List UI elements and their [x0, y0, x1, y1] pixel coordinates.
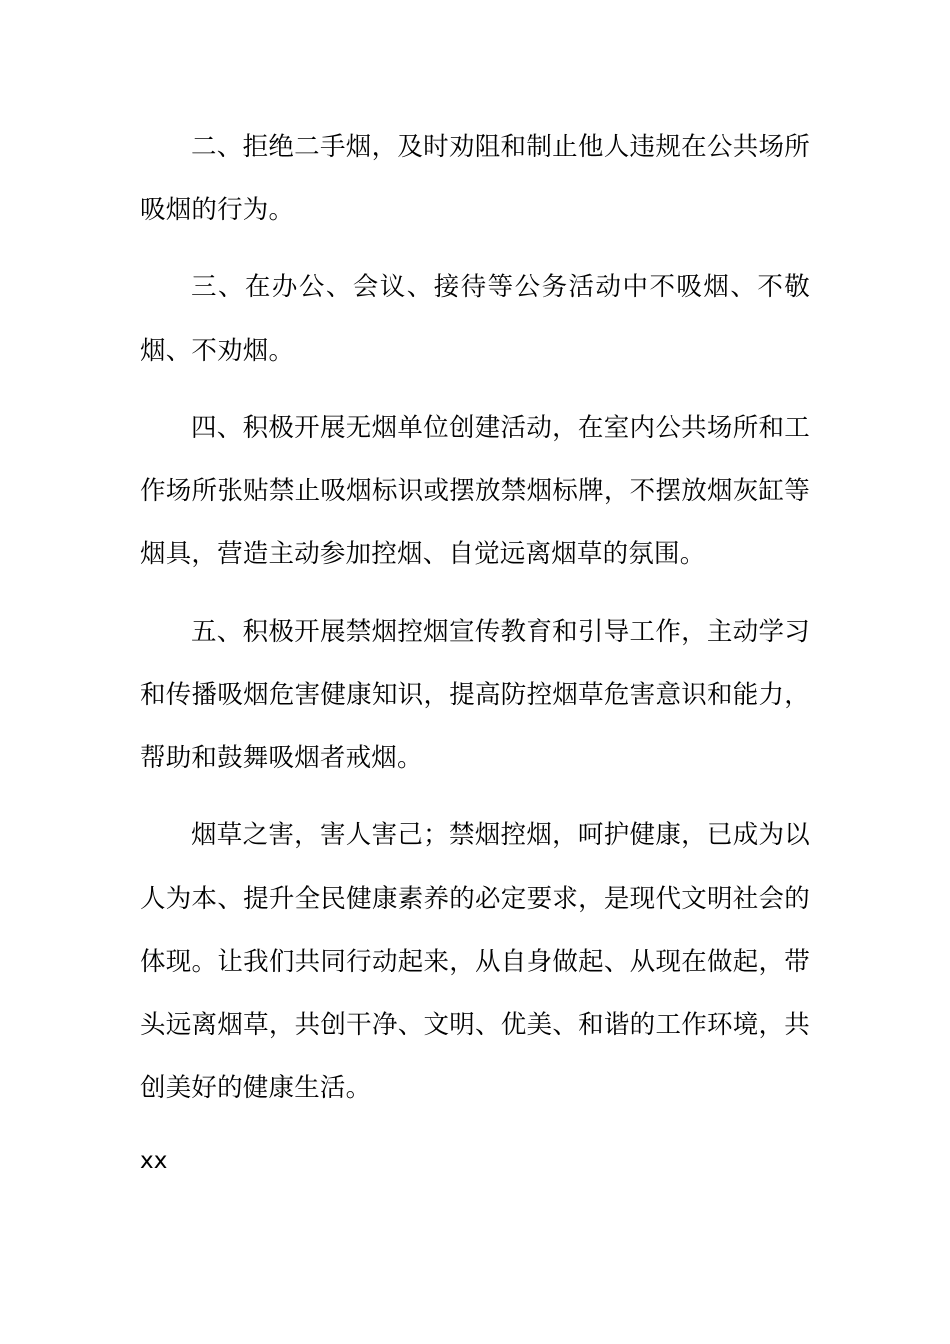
paragraph-item: 五、积极开展禁烟控烟宣传教育和引导工作，主动学习和传播吸烟危害健康知识，提高防控烟草危害意识和能力，帮助和鼓舞吸烟者戒烟。 [140, 616, 810, 774]
paragraph-item: 烟草之害，害人害己；禁烟控烟，呵护健康，已成为以人为本、提升全民健康素养的必定要求，是现代文明社会的体现。让我们共同行动起来，从自身做起、从现在做起，带头远离烟草，共创干净、文明、优美、和谐的工作环境，共创美好的健康生活。 [140, 820, 810, 1104]
paragraph-item: 四、积极开展无烟单位创建活动，在室内公共场所和工作场所张贴禁止吸烟标识或摆放禁烟标牌，不摆放烟灰缸等烟具，营造主动参加控烟、自觉远离烟草的氛围。 [140, 412, 810, 570]
signature-line: xx [140, 1147, 168, 1174]
paragraph-item: 二、拒绝二手烟，及时劝阻和制止他人违规在公共场所吸烟的行为。 [140, 132, 810, 226]
paragraph-item: 三、在办公、会议、接待等公务活动中不吸烟、不敬烟、不劝烟。 [140, 272, 810, 366]
document-body [140, 116, 810, 1179]
